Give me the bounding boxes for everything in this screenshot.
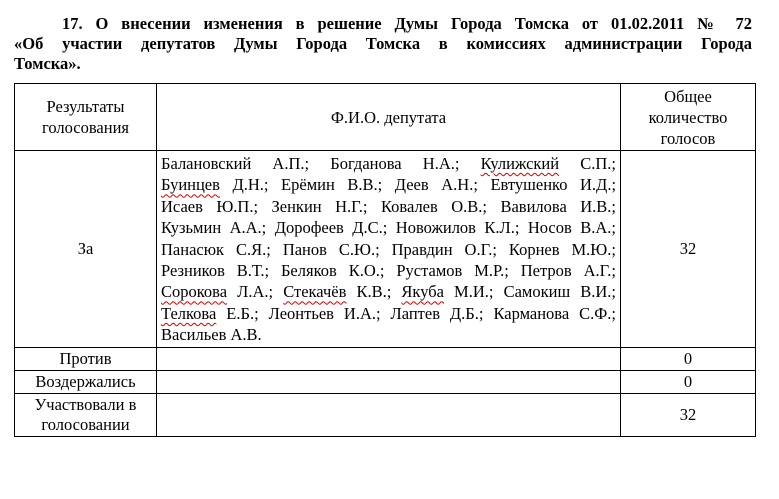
deputy-name: Вавилова И.В.; [500, 196, 617, 216]
deputy-name: Корнев М.Ю.; [508, 239, 616, 259]
deputy-name: Панов С.Ю.; [282, 239, 380, 259]
deputy-name: Леонтьев И.А.; [268, 303, 381, 323]
deputy-name: Новожилов К.Л.; [395, 218, 520, 238]
heading-line-1: 17. О внесении изменения в решение Думы Города Томска от 01.02.2011 № 72 [62, 14, 752, 33]
deputy-name: Балановский А.П.; [161, 154, 310, 173]
deputy-name: Васильев А.В. [161, 325, 262, 345]
row-names-vozd [157, 370, 621, 393]
row-label-uch: Участвовали в голосовании [15, 393, 157, 436]
deputy-name: Беляков К.О.; [280, 261, 385, 281]
deputy-name: Евтушенко И.Д.; [490, 175, 617, 195]
table-header-row [15, 84, 756, 151]
row-names-uch [157, 393, 621, 436]
deputy-name: Ерёмин В.В.; [281, 175, 383, 195]
deputy-name: Исаев Ю.П.; [161, 196, 259, 216]
table-row-vozd [15, 370, 756, 393]
deputy-name: Рустамов М.Р.; [396, 261, 509, 281]
header-fio: Ф.И.О. депутата [157, 84, 621, 151]
row-count-vozd: 0 [621, 370, 756, 393]
deputy-name: Кулижский С.П.; [480, 154, 617, 173]
deputy-name: Зенкин Н.Г.; [271, 196, 368, 216]
deputy-name: Дорофеев Д.С.; [274, 218, 388, 238]
deputy-name: Петров А.Г.; [520, 261, 616, 281]
deputy-name: Стекачёв К.В.; [283, 282, 392, 302]
row-names-protiv [157, 347, 621, 370]
row-count-protiv: 0 [621, 347, 756, 370]
row-label-za: За [15, 151, 157, 348]
deputy-name: Деев А.Н.; [394, 175, 478, 195]
header-total: Общее количество голосов [621, 84, 756, 151]
deputy-name: Кузьмин А.А.; [161, 218, 267, 238]
deputy-name: Сорокова Л.А.; [161, 282, 274, 302]
table-row-za [15, 151, 756, 348]
row-count-za: 32 [621, 151, 756, 348]
heading-line-2: «Об участии депутатов Думы Города Томска в комиссиях администрации Города [14, 34, 752, 53]
row-label-protiv: Против [15, 347, 157, 370]
header-results: Результаты голосования [15, 84, 157, 151]
deputy-name: Телкова Е.Б.; [161, 303, 259, 323]
deputy-name: Панасюк С.Я.; [161, 239, 271, 259]
heading-line-3: Томска». [14, 54, 81, 73]
voting-results-table [14, 83, 756, 437]
table-row-uch [15, 393, 756, 436]
deputy-name: Карманова С.Ф.; [493, 303, 617, 323]
deputy-name: Носов В.А.; [527, 218, 616, 238]
row-count-uch: 32 [621, 393, 756, 436]
decision-heading [14, 14, 752, 74]
deputy-name: Резников В.Т.; [161, 261, 270, 281]
deputies-list [157, 151, 621, 348]
deputy-name: Якуба М.И.; [401, 282, 494, 302]
table-row-protiv [15, 347, 756, 370]
deputy-name: Лаптев Д.Б.; [390, 303, 484, 323]
deputy-name: Буинцев Д.Н.; [161, 175, 269, 195]
deputy-name: Ковалев О.В.; [380, 196, 488, 216]
row-label-vozd: Воздержались [15, 370, 157, 393]
deputy-name: Правдин О.Г.; [391, 239, 497, 259]
deputy-name: Богданова Н.А.; [330, 154, 460, 173]
deputy-name: Самокиш В.И.; [503, 282, 616, 302]
